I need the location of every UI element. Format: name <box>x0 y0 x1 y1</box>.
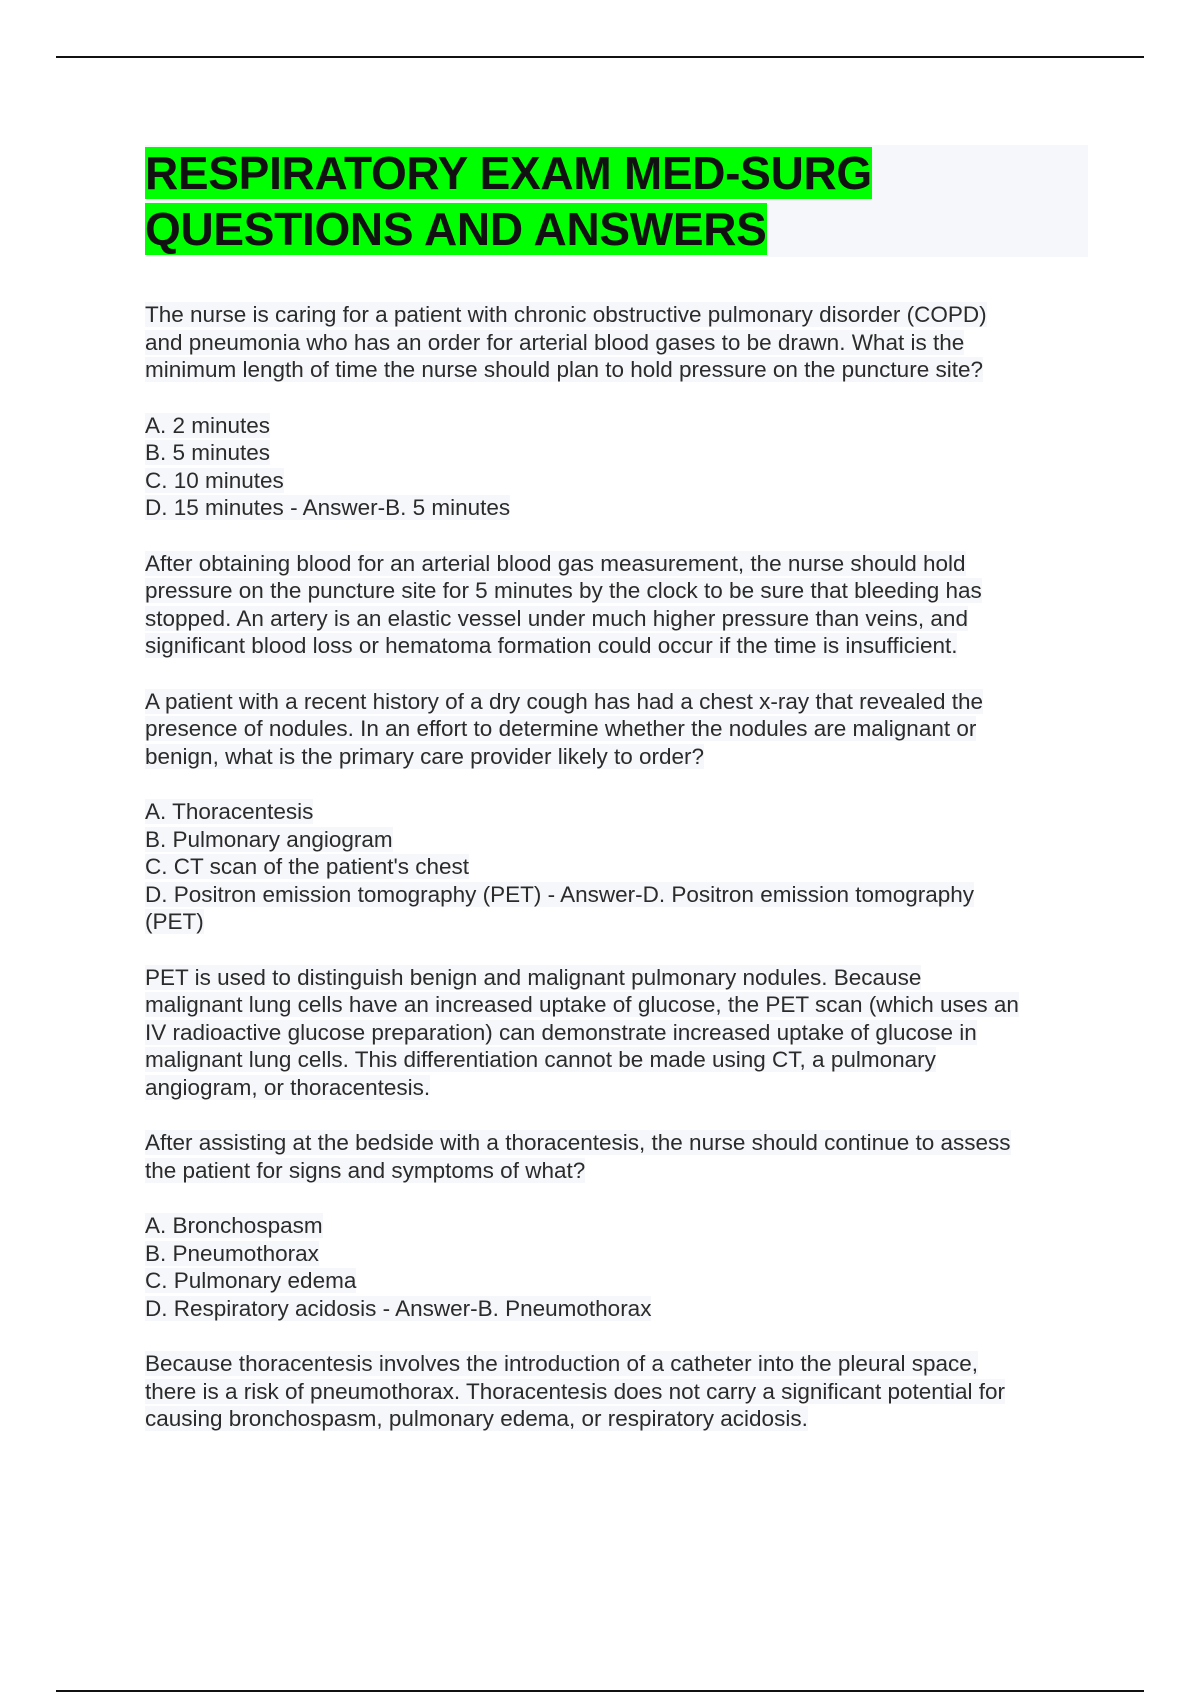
top-rule <box>56 56 1144 58</box>
text-line: Because thoracentesis involves the introduction of a catheter into the pleural space, <box>145 1351 979 1376</box>
option-line: A. Thoracentesis <box>145 799 314 824</box>
text-line: minimum length of time the nurse should plan to hold pressure on the puncture site? <box>145 357 983 382</box>
text-line: presence of nodules. In an effort to determine whether the nodules are malignant or <box>145 716 977 741</box>
text-line: the patient for signs and symptoms of what? <box>145 1157 586 1183</box>
text-line: stopped. An artery is an elastic vessel under much higher pressure than veins, and <box>145 605 968 631</box>
option-line: D. Respiratory acidosis - Answer-B. Pneumothorax <box>145 1295 652 1321</box>
option-line: (PET) <box>145 909 204 934</box>
text-line: malignant lung cells have an increased uptake of glucose, the PET scan (which uses an <box>145 992 1019 1017</box>
answer-options <box>145 412 1088 522</box>
text-line: malignant lung cells. This differentiation cannot be made using CT, a pulmonary <box>145 1047 936 1072</box>
question-text <box>145 1129 1088 1184</box>
option-line: D. Positron emission tomography (PET) - Answer-D. Positron emission tomography <box>145 881 975 907</box>
text-line: there is a risk of pneumothorax. Thoracentesis does not carry a significant potential for <box>145 1378 1006 1404</box>
text-line: After obtaining blood for an arterial blood gas measurement, the nurse should hold <box>145 550 966 576</box>
answer-rationale <box>145 964 1088 1102</box>
option-line: D. 15 minutes - Answer-B. 5 minutes <box>145 495 511 520</box>
option-line: B. 5 minutes <box>145 440 271 465</box>
question-text <box>145 688 1088 771</box>
text-line: significant blood loss or hematoma formation could occur if the time is insufficient. <box>145 633 958 658</box>
title-line: QUESTIONS AND ANSWERS <box>145 203 767 255</box>
text-line: pressure on the puncture site for 5 minutes by the clock to be sure that bleeding has <box>145 578 982 603</box>
option-line: A. 2 minutes <box>145 412 271 438</box>
text-line: IV radioactive glucose preparation) can demonstrate increased uptake of glucose in <box>145 1019 977 1045</box>
text-line: PET is used to distinguish benign and malignant pulmonary nodules. Because <box>145 964 922 990</box>
text-line: After assisting at the bedside with a thoracentesis, the nurse should continue to assess <box>145 1130 1011 1155</box>
answer-rationale <box>145 550 1088 660</box>
option-line: B. Pulmonary angiogram <box>145 826 393 852</box>
question-text <box>145 301 1088 384</box>
option-line: C. Pulmonary edema <box>145 1268 357 1293</box>
answer-options <box>145 798 1088 936</box>
qa-blocks <box>145 301 1088 1433</box>
option-line: C. CT scan of the patient's chest <box>145 854 470 879</box>
answer-rationale <box>145 1350 1088 1433</box>
document-title <box>145 145 1088 257</box>
title-line: RESPIRATORY EXAM MED-SURG <box>145 147 872 199</box>
option-line: B. Pneumothorax <box>145 1240 319 1266</box>
answer-options <box>145 1212 1088 1322</box>
document-body <box>145 145 1088 1461</box>
text-line: benign, what is the primary care provider likely to order? <box>145 743 705 769</box>
option-line: C. 10 minutes <box>145 467 284 493</box>
bottom-rule <box>56 1690 1144 1692</box>
text-line: and pneumonia who has an order for arterial blood gases to be drawn. What is the <box>145 329 965 355</box>
text-line: causing bronchospasm, pulmonary edema, or respiratory acidosis. <box>145 1406 808 1431</box>
text-line: angiogram, or thoracentesis. <box>145 1074 431 1100</box>
text-line: A patient with a recent history of a dry cough has had a chest x-ray that revealed the <box>145 688 983 714</box>
text-line: The nurse is caring for a patient with chronic obstructive pulmonary disorder (COPD) <box>145 302 987 327</box>
option-line: A. Bronchospasm <box>145 1213 323 1238</box>
